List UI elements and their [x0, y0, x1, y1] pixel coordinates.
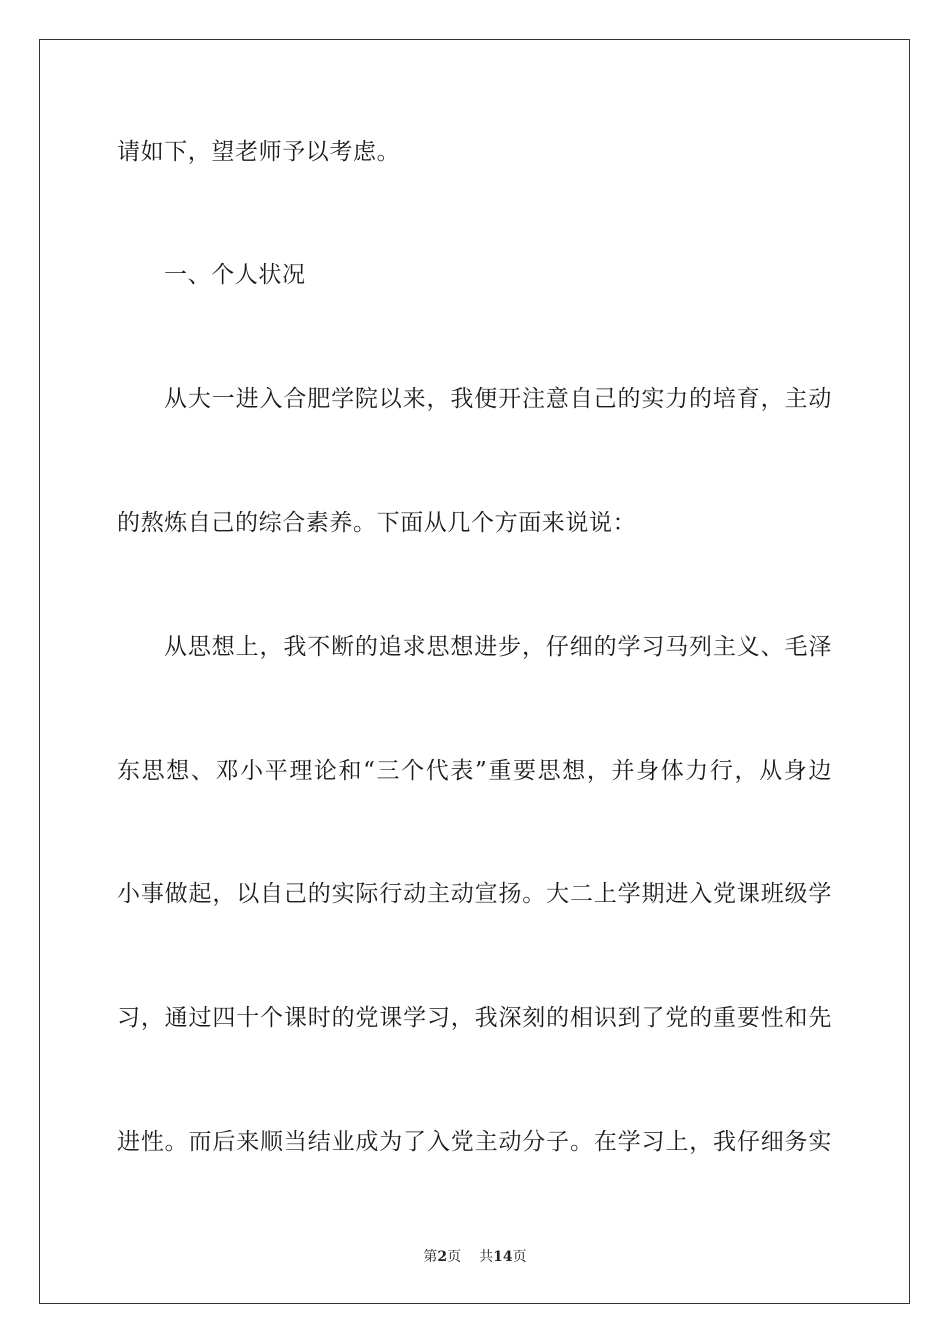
- footer-page-number: 2: [437, 1249, 448, 1265]
- text-line-6: 东思想、邓小平理论和“三个代表”重要思想，并身体力行，从身边: [117, 758, 832, 784]
- page-footer: [0, 1247, 950, 1267]
- text-line-8: 习，通过四十个课时的党课学习，我深刻的相识到了党的重要性和先: [117, 1005, 832, 1031]
- footer-total-suffix: 页: [512, 1249, 527, 1265]
- footer-total-prefix: 共: [479, 1249, 494, 1265]
- text-line-5: 从思想上，我不断的追求思想进步，仔细的学习马列主义、毛泽: [164, 634, 832, 660]
- footer-page-suffix: 页: [447, 1249, 462, 1265]
- text-line-3: 从大一进入合肥学院以来，我便开注意自己的实力的培育，主动: [164, 386, 832, 412]
- page-border: [39, 39, 910, 1304]
- footer-page-prefix: 第: [423, 1249, 438, 1265]
- text-line-4: 的熬炼自己的综合素养。下面从几个方面来说说：: [117, 510, 637, 536]
- text-line-9: 进性。而后来顺当结业成为了入党主动分子。在学习上，我仔细务实: [117, 1129, 832, 1155]
- footer-total-pages: 14: [493, 1249, 513, 1265]
- text-line-1: 请如下，望老师予以考虑。: [117, 139, 401, 165]
- text-line-7: 小事做起，以自己的实际行动主动宣扬。大二上学期进入党课班级学: [117, 881, 832, 907]
- section-heading-personal: 一、个人状况: [164, 262, 306, 288]
